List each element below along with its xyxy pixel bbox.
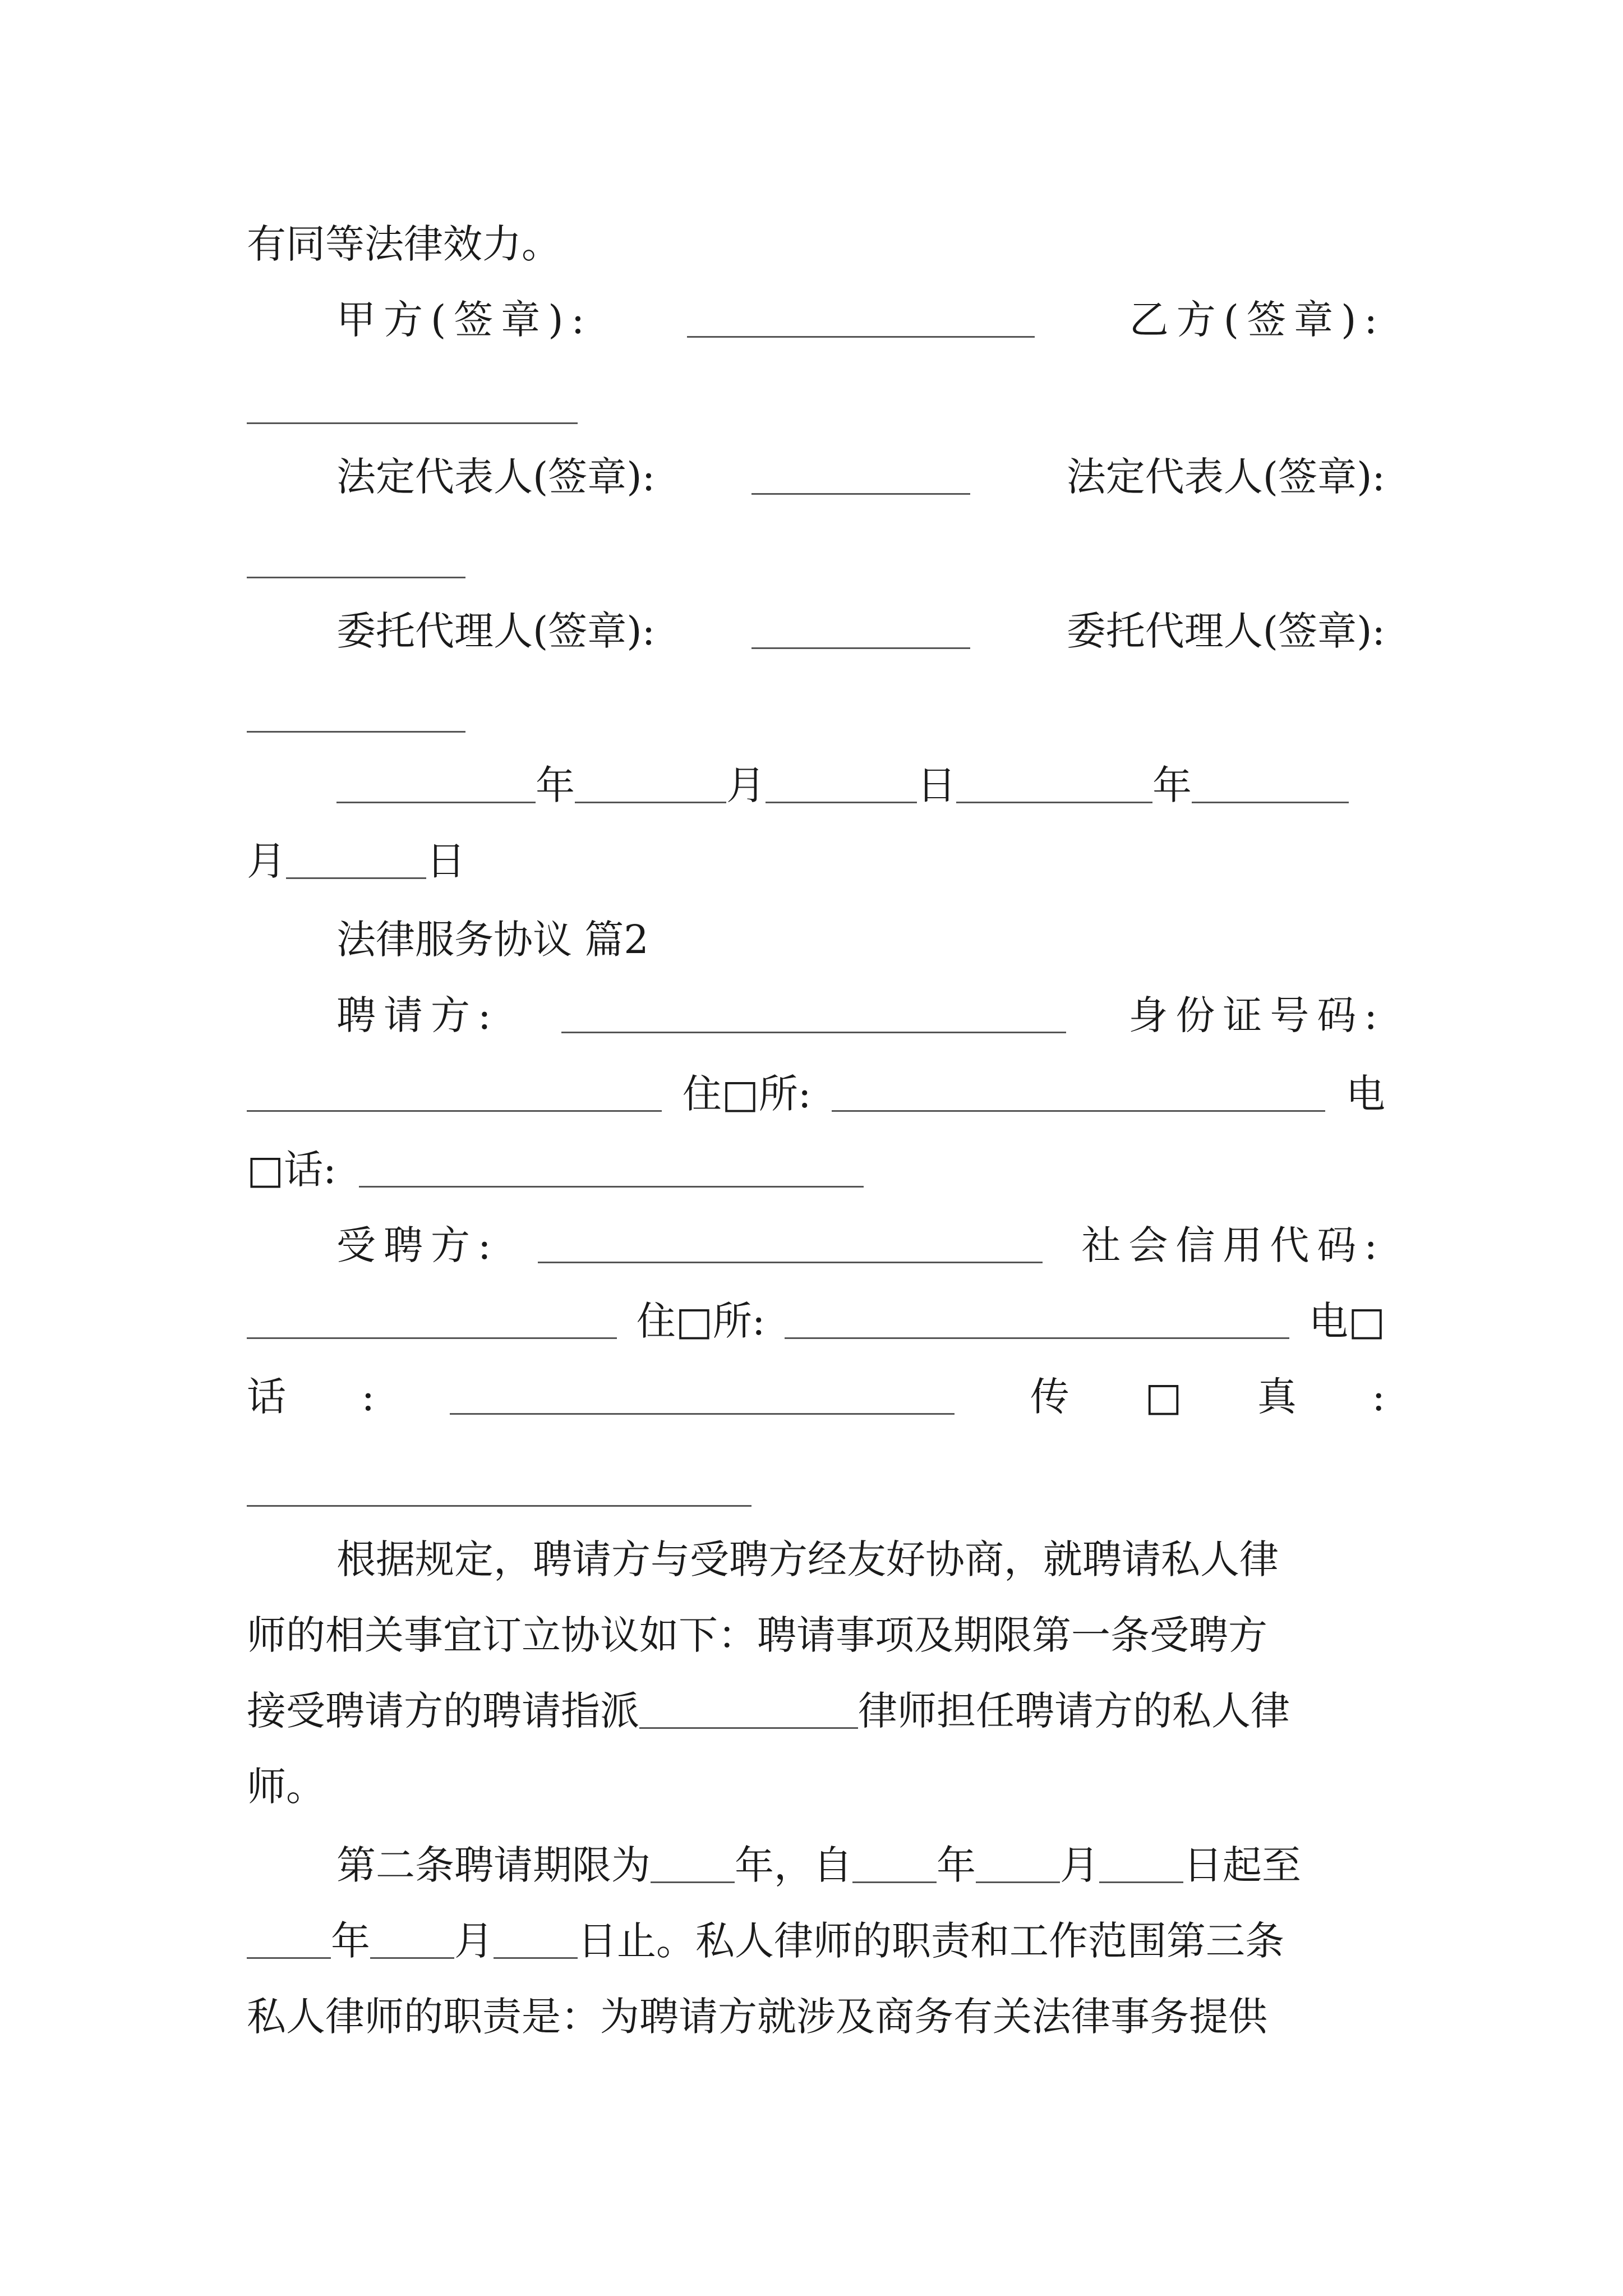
paragraph-text: 日起至 [1183, 1842, 1301, 1888]
date-blank[interactable] [575, 797, 726, 803]
fax-label-3: 真 [1257, 1374, 1297, 1420]
contractor-blank[interactable] [538, 1257, 1043, 1263]
phone-label-end: 话 [247, 1374, 286, 1420]
date-blank[interactable] [336, 797, 536, 803]
paragraph-line [247, 1907, 1385, 1975]
date-line [336, 752, 1385, 819]
date-blank[interactable] [766, 797, 917, 803]
term-blank[interactable] [247, 1953, 331, 1959]
paragraph-line [247, 1677, 1385, 1745]
date-blank[interactable] [956, 797, 1152, 803]
day-label: 日 [917, 762, 956, 808]
paragraph-text: 律师担任聘请方的私人律 [858, 1688, 1290, 1734]
legal-rep-b-blank[interactable] [247, 572, 465, 578]
client-line [336, 982, 1385, 1049]
party-b-blank[interactable] [247, 418, 578, 424]
client-label: 聘请方: [336, 992, 499, 1038]
phone-blank[interactable] [450, 1409, 955, 1415]
paragraph-text: 年 [331, 1918, 370, 1964]
paragraph-text: 师的相关事宜订立协议如下：聘请事项及期限第一条受聘方 [247, 1612, 1267, 1658]
lawyer-blank[interactable] [639, 1723, 858, 1729]
paragraph-text: 师。 [247, 1764, 325, 1810]
id-number-label: 身份证号码: [1128, 992, 1385, 1038]
colon: : [361, 1374, 375, 1420]
phone-blank[interactable] [359, 1181, 864, 1188]
paragraph-line [247, 1983, 1385, 2050]
address-blank[interactable] [832, 1106, 1325, 1112]
paragraph-text: 月 [454, 1918, 494, 1964]
signature-line-agent [336, 597, 1385, 665]
phone-label-start: 电 [1345, 1071, 1385, 1117]
phone-label-start: 电□ [1308, 1298, 1385, 1344]
party-a-label: 甲方(签章): [336, 297, 593, 343]
term-blank[interactable] [494, 1953, 578, 1959]
address-label: 住□所: [636, 1298, 766, 1344]
blank-line [247, 679, 1385, 746]
paragraph-text: 私人律师的职责是：为聘请方就涉及商务有关法律事务提供 [247, 1994, 1267, 2040]
date-line [247, 827, 1385, 895]
title-text: 法律服务协议 篇2 [336, 917, 649, 963]
client-address-line [247, 1060, 1385, 1128]
credit-code-blank[interactable] [247, 1333, 617, 1339]
day-label: 日 [426, 838, 465, 884]
contractor-line [336, 1212, 1385, 1279]
paragraph-line [247, 1602, 1385, 1669]
agent-b-label: 委托代理人(签章): [1066, 608, 1385, 654]
blank-line [247, 1453, 1385, 1520]
client-phone-line [247, 1136, 1385, 1203]
paragraph-text: 年，自 [735, 1842, 852, 1888]
client-blank[interactable] [561, 1027, 1066, 1033]
date-blank[interactable] [286, 873, 426, 879]
term-blank[interactable] [852, 1877, 937, 1883]
blank-line [247, 524, 1385, 592]
section-title [336, 906, 1385, 973]
year-label: 年 [536, 762, 575, 808]
year-label: 年 [1152, 762, 1192, 808]
blank-line [247, 370, 1385, 438]
paragraph-text: 年 [937, 1842, 976, 1888]
contractor-label: 受聘方: [336, 1222, 499, 1268]
text: 有同等法律效力。 [247, 221, 561, 267]
fax-label-1: 传 [1030, 1374, 1069, 1420]
paragraph-text: 根据规定，聘请方与受聘方经友好协商，就聘请私人律 [336, 1536, 1279, 1582]
paragraph-text: 第二条聘请期限为 [336, 1842, 651, 1888]
signature-line-party [336, 286, 1385, 353]
paragraph-text: 接受聘请方的聘请指派 [247, 1688, 639, 1734]
party-a-blank[interactable] [687, 332, 1035, 338]
agent-a-blank[interactable] [751, 643, 970, 649]
address-label: 住□所: [682, 1071, 811, 1117]
address-blank[interactable] [785, 1333, 1289, 1339]
date-blank[interactable] [1192, 797, 1349, 803]
colon: : [1372, 1374, 1385, 1420]
month-label: 月 [726, 762, 766, 808]
paragraph-line [336, 1832, 1385, 1899]
id-number-blank[interactable] [247, 1106, 662, 1112]
contractor-phone-fax-line [247, 1363, 1385, 1430]
legal-rep-a-blank[interactable] [751, 489, 970, 495]
text-line [247, 210, 1385, 278]
agent-b-blank[interactable] [247, 726, 465, 733]
credit-code-label: 社会信用代码: [1081, 1222, 1385, 1268]
legal-rep-b-label: 法定代表人(签章): [1066, 454, 1385, 500]
phone-label-end: □话: [247, 1147, 336, 1193]
paragraph-text: 日止。私人律师的职责和工作范围第三条 [578, 1918, 1284, 1964]
agent-a-label: 委托代理人(签章): [336, 608, 656, 654]
paragraph-text: 月 [1060, 1842, 1099, 1888]
paragraph-line [247, 1753, 1385, 1820]
month-label: 月 [247, 838, 286, 884]
fax-blank[interactable] [247, 1501, 751, 1507]
fax-label-2: □ [1145, 1374, 1182, 1420]
party-b-label: 乙方(签章): [1129, 297, 1385, 343]
term-blank[interactable] [1099, 1877, 1183, 1883]
legal-rep-a-label: 法定代表人(签章): [336, 454, 656, 500]
paragraph-line [336, 1526, 1385, 1593]
term-blank[interactable] [370, 1953, 454, 1959]
term-blank[interactable] [976, 1877, 1060, 1883]
contractor-address-line [247, 1287, 1385, 1355]
signature-line-legal-rep [336, 443, 1385, 510]
term-blank[interactable] [651, 1877, 735, 1883]
